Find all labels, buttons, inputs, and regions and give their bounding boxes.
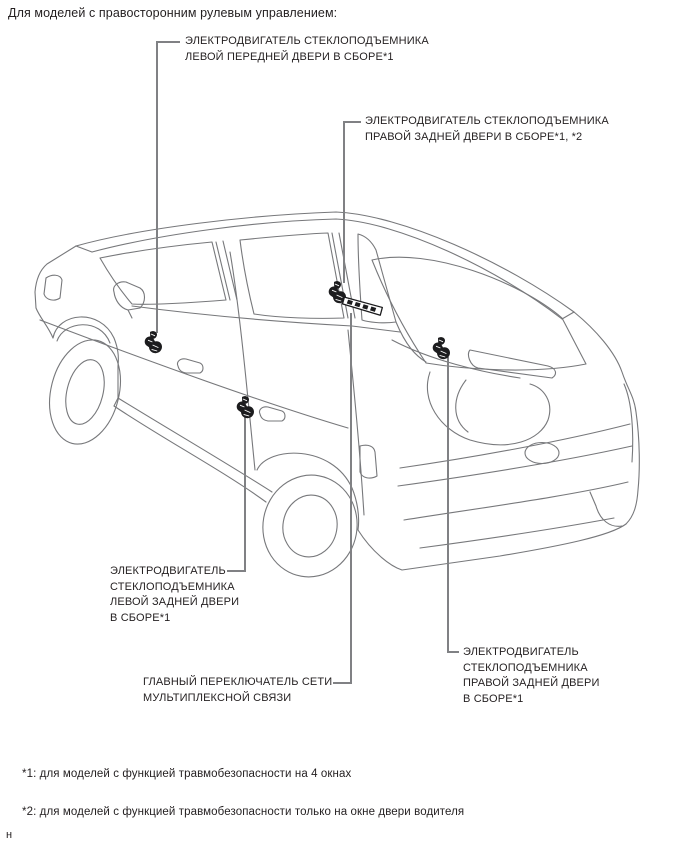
callout-line-right-rear-motor-bottom — [448, 357, 459, 652]
window-motor-icon-front-left — [145, 331, 162, 353]
footnote-1: *1: для моделей с функцией травмобезопасности на 4 окнах — [22, 768, 352, 780]
label-line: ЭЛЕКТРОДВИГАТЕЛЬ СТЕКЛОПОДЪЕМНИКА — [185, 35, 429, 47]
label-line: МУЛЬТИПЛЕКСНОЙ СВЯЗИ — [143, 691, 292, 704]
label-line: ПРАВОЙ ЗАДНЕЙ ДВЕРИ — [463, 677, 600, 689]
label-line: ГЛАВНЫЙ ПЕРЕКЛЮЧАТЕЛЬ СЕТИ — [143, 676, 333, 688]
callout-line-front-left-motor — [157, 42, 180, 333]
label-line: В СБОРЕ*1 — [110, 611, 171, 624]
label-line: СТЕКЛОПОДЪЕМНИКА — [110, 580, 235, 593]
window-motor-icon-right-rear-quarter — [433, 337, 450, 359]
label-right-rear-window-motor-bottom — [463, 645, 600, 707]
label-left-rear-window-motor — [110, 564, 239, 626]
suv-body-outline — [35, 212, 639, 584]
label-multiplex-master-switch — [143, 675, 332, 706]
callout-line-left-rear-motor — [227, 410, 245, 571]
footnote-2: *2: для моделей с функцией травмобезопасности только на окне двери водителя — [22, 806, 465, 818]
label-line: ЭЛЕКТРОДВИГАТЕЛЬ СТЕКЛОПОДЪЕМНИКА — [365, 115, 609, 127]
window-motor-icon-left-rear — [237, 396, 254, 418]
label-line: ЭЛЕКТРОДВИГАТЕЛЬ — [463, 646, 579, 658]
component-icons — [145, 281, 450, 418]
callout-line-master-switch — [333, 313, 351, 683]
page-title: Для моделей с правосторонним рулевым управлением: — [8, 6, 338, 20]
label-right-rear-window-motor-top — [365, 114, 609, 145]
label-line: ЭЛЕКТРОДВИГАТЕЛЬ — [110, 565, 226, 577]
label-line: СТЕКЛОПОДЪЕМНИКА — [463, 661, 588, 674]
label-line: В СБОРЕ*1 — [463, 692, 524, 705]
label-line: ПРАВОЙ ЗАДНЕЙ ДВЕРИ В СБОРЕ*1, *2 — [365, 130, 583, 143]
page-mark: н — [6, 829, 13, 841]
label-line: ЛЕВОЙ ЗАДНЕЙ ДВЕРИ — [110, 596, 240, 608]
label-front-left-window-motor — [185, 34, 429, 65]
label-line: ЛЕВОЙ ПЕРЕДНЕЙ ДВЕРИ В СБОРЕ*1 — [185, 50, 394, 63]
master-switch-icon — [342, 297, 383, 315]
